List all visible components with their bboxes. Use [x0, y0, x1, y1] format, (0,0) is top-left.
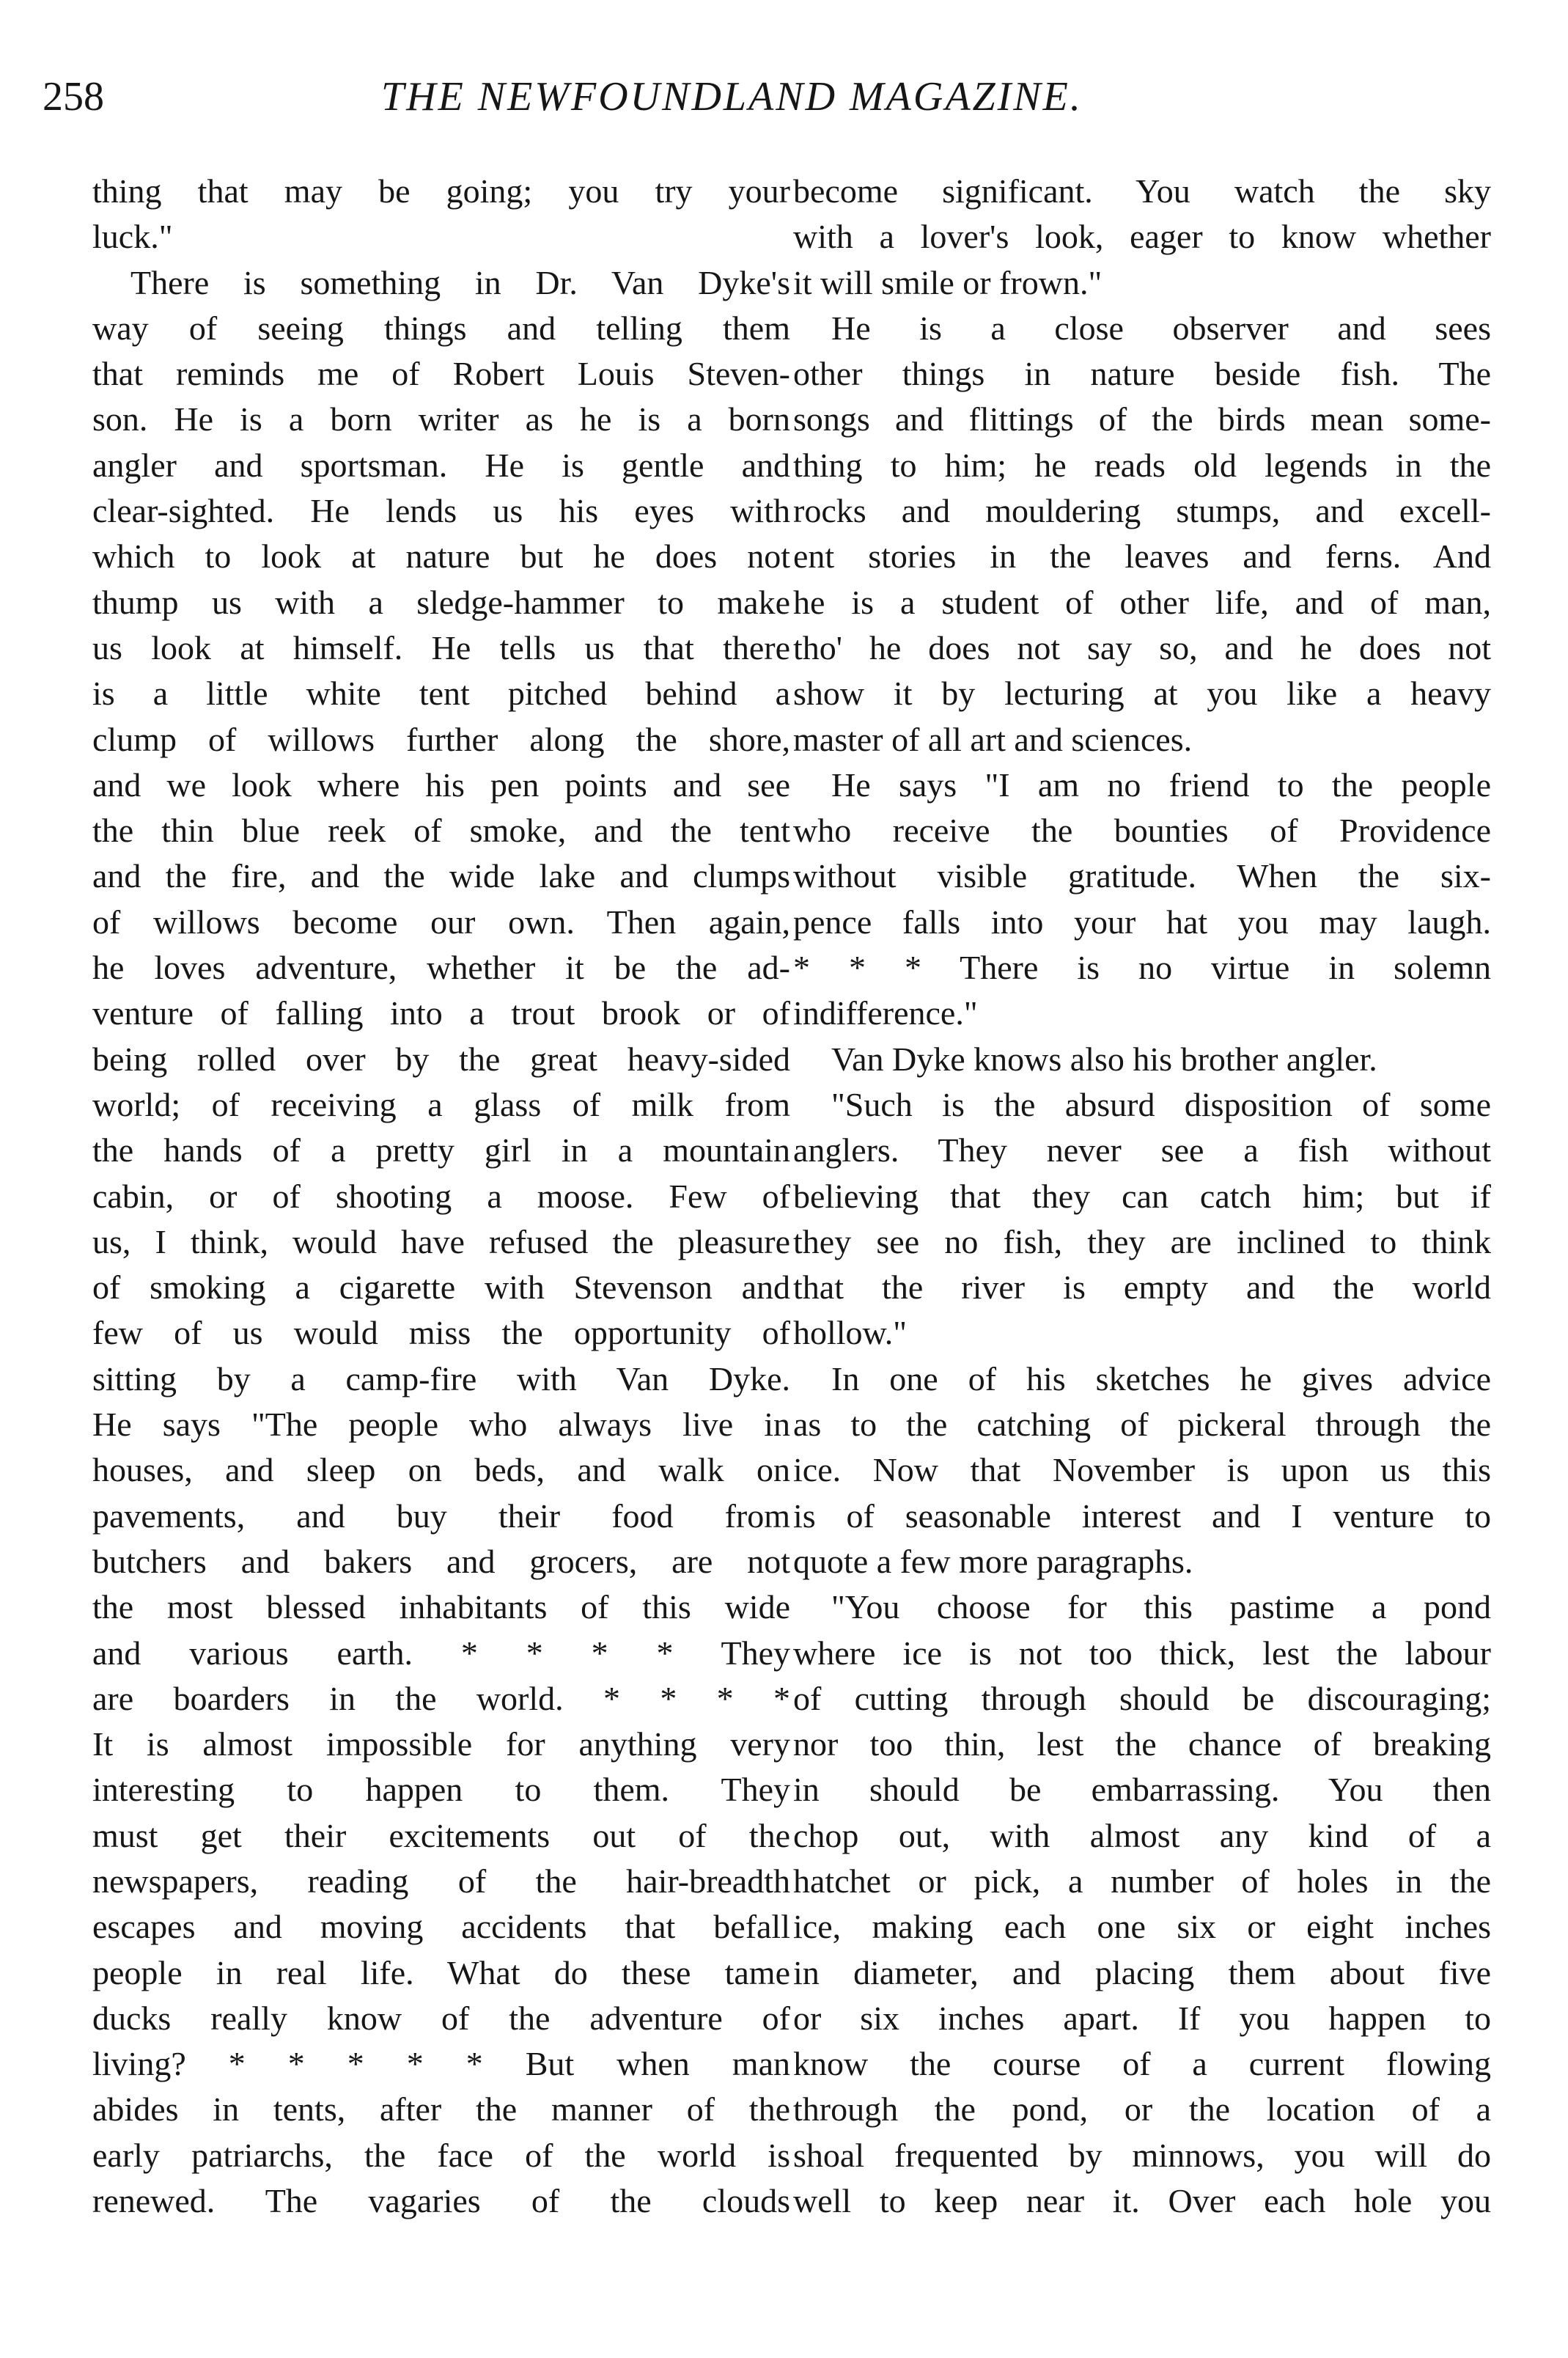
text-line: is of seasonable interest and I venture to	[793, 1496, 1491, 1535]
text-line: butchers and bakers and grocers, are not	[92, 1542, 790, 1580]
text-line: interesting to happen to them. They	[92, 1771, 790, 1809]
text-line: tho' he does not say so, and he does not	[793, 628, 1491, 666]
right-column	[793, 169, 1491, 2224]
text-line: There is something in Dr. Van Dyke's	[130, 263, 790, 301]
text-line: without visible gratitude. When the six-	[793, 857, 1491, 895]
text-line: master of all art and sciences.	[793, 720, 1193, 758]
text-line: quote a few more paragraphs.	[793, 1542, 1193, 1580]
text-line: which to look at nature but he does not	[92, 537, 790, 576]
page-number: 258	[43, 74, 104, 120]
text-line: thump us with a sledge-hammer to make	[92, 583, 790, 621]
text-line: that the river is empty and the world	[793, 1268, 1491, 1307]
left-column	[92, 169, 790, 2224]
text-line: the thin blue reek of smoke, and the tent	[92, 812, 790, 850]
text-line: cabin, or of shooting a moose. Few of	[92, 1177, 790, 1215]
text-line: songs and flittings of the birds mean some-	[793, 400, 1491, 438]
text-line: ducks really know of the adventure of	[92, 1999, 790, 2037]
text-line: "Such is the absurd disposition of some	[831, 1085, 1491, 1123]
text-line: being rolled over by the great heavy-sided	[92, 1040, 790, 1078]
text-line: he loves adventure, whether it be the ad-	[92, 949, 790, 987]
text-line: shoal frequented by minnows, you will do	[793, 2136, 1491, 2174]
text-line: show it by lecturing at you like a heavy	[793, 675, 1491, 713]
text-line: clump of willows further along the shore,	[92, 720, 790, 758]
text-line: and the fire, and the wide lake and clumps	[92, 857, 790, 895]
text-line: thing to him; he reads old legends in the	[793, 446, 1491, 484]
text-line: through the pond, or the location of a	[793, 2090, 1491, 2129]
text-line: know the course of a current flowing	[793, 2045, 1491, 2083]
text-line: it will smile or frown."	[793, 263, 1103, 301]
text-line: are boarders in the world. * * * *	[92, 1679, 790, 1717]
text-line: must get their excitements out of the	[92, 1816, 790, 1854]
text-line: ice, making each one six or eight inches	[793, 1908, 1491, 1946]
text-line: hollow."	[793, 1314, 908, 1352]
text-line: Van Dyke knows also his brother angler.	[831, 1040, 1377, 1078]
text-line: * * * There is no virtue in solemn	[793, 949, 1491, 987]
text-line: who receive the bounties of Providence	[793, 812, 1491, 850]
text-line: venture of falling into a trout brook or of	[92, 994, 790, 1032]
text-line: us look at himself. He tells us that there	[92, 628, 790, 666]
text-line: as to the catching of pickeral through the	[793, 1406, 1491, 1444]
text-line: become significant. You watch the sky	[793, 172, 1491, 210]
text-line: pavements, and buy their food from	[92, 1496, 790, 1535]
text-line: rocks and mouldering stumps, and excell-	[793, 492, 1491, 530]
text-line: houses, and sleep on beds, and walk on	[92, 1451, 790, 1489]
text-line: of willows become our own. Then again,	[92, 903, 790, 941]
running-head: THE NEWFOUNDLAND MAGAZINE.	[381, 74, 1083, 120]
text-line: escapes and moving accidents that befall	[92, 1908, 790, 1946]
text-line: abides in tents, after the manner of the	[92, 2090, 790, 2129]
text-line: ice. Now that November is upon us this	[793, 1451, 1491, 1489]
text-line: hatchet or pick, a number of holes in the	[793, 1862, 1491, 1900]
text-line: He is a close observer and sees	[831, 309, 1491, 347]
text-line: anglers. They never see a fish without	[793, 1131, 1491, 1169]
text-line: chop out, with almost any kind of a	[793, 1816, 1491, 1854]
text-line: of cutting through should be discouraging;	[793, 1679, 1491, 1717]
text-line: believing that they can catch him; but if	[793, 1177, 1491, 1215]
text-line: angler and sportsman. He is gentle and	[92, 446, 790, 484]
text-line: He says "The people who always live in	[92, 1406, 790, 1444]
text-line: "You choose for this pastime a pond	[831, 1588, 1491, 1626]
text-line: where ice is not too thick, lest the labour	[793, 1634, 1491, 1672]
text-line: in should be embarrassing. You then	[793, 1771, 1491, 1809]
text-line: he is a student of other life, and of man,	[793, 583, 1491, 621]
text-line: or six inches apart. If you happen to	[793, 1999, 1491, 2037]
text-line: indifference."	[793, 994, 978, 1032]
text-line: early patriarchs, the face of the world is	[92, 2136, 790, 2174]
text-line: way of seeing things and telling them	[92, 309, 790, 347]
text-line: thing that may be going; you try your	[92, 172, 790, 210]
text-line: well to keep near it. Over each hole you	[793, 2182, 1491, 2220]
text-line: newspapers, reading of the hair-breadth	[92, 1862, 790, 1900]
text-line: world; of receiving a glass of milk from	[92, 1085, 790, 1123]
text-line: of smoking a cigarette with Stevenson and	[92, 1268, 790, 1307]
text-line: sitting by a camp-fire with Van Dyke.	[92, 1359, 790, 1397]
text-line: and we look where his pen points and see	[92, 765, 790, 804]
text-line: is a little white tent pitched behind a	[92, 675, 790, 713]
text-line: clear-sighted. He lends us his eyes with	[92, 492, 790, 530]
text-line: He says "I am no friend to the people	[831, 765, 1491, 804]
text-line: few of us would miss the opportunity of	[92, 1314, 790, 1352]
text-line: us, I think, would have refused the pleasure	[92, 1222, 790, 1260]
text-line: luck."	[92, 218, 173, 256]
text-line: pence falls into your hat you may laugh.	[793, 903, 1491, 941]
text-line: nor too thin, lest the chance of breaking	[793, 1725, 1491, 1763]
text-line: in diameter, and placing them about five	[793, 1953, 1491, 1991]
text-line: It is almost impossible for anything very	[92, 1725, 790, 1763]
text-line: ent stories in the leaves and ferns. And	[793, 537, 1491, 576]
text-line: son. He is a born writer as he is a born	[92, 400, 790, 438]
text-line: In one of his sketches he gives advice	[831, 1359, 1491, 1397]
text-line: the hands of a pretty girl in a mountain	[92, 1131, 790, 1169]
text-line: they see no fish, they are inclined to think	[793, 1222, 1491, 1260]
text-line: the most blessed inhabitants of this wide	[92, 1588, 790, 1626]
text-line: other things in nature beside fish. The	[793, 355, 1491, 393]
text-line: people in real life. What do these tame	[92, 1953, 790, 1991]
text-line: that reminds me of Robert Louis Steven-	[92, 355, 790, 393]
text-line: and various earth. * * * * They	[92, 1634, 790, 1672]
text-line: renewed. The vagaries of the clouds	[92, 2182, 790, 2220]
text-line: living? * * * * * But when man	[92, 2045, 790, 2083]
text-line: with a lover's look, eager to know whether	[793, 218, 1491, 256]
